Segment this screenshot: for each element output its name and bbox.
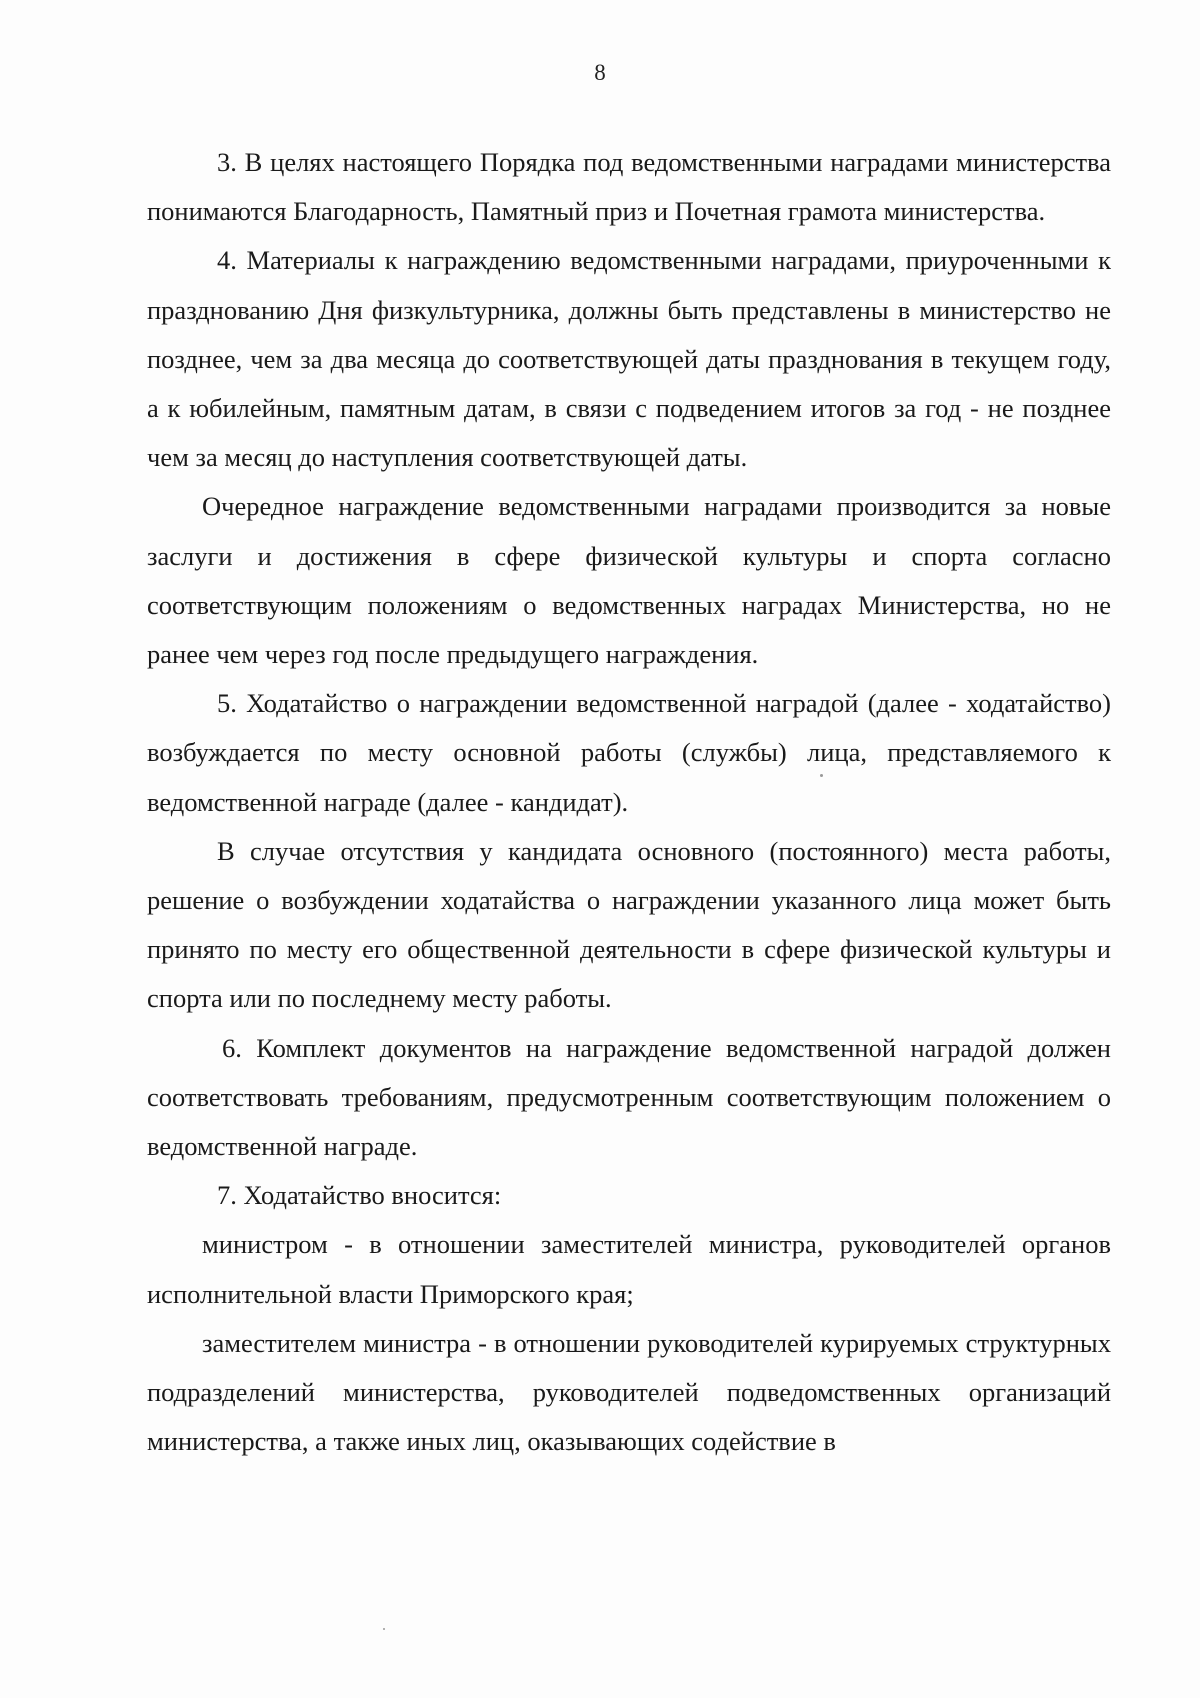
paragraph-7-item-deputy: заместителем министра - в отношении руководителей курируемых структурных подразделений министерства, руководителей подведомственных организаций министерства, а также иных лиц, оказывающих содействие в	[147, 1327, 1111, 1457]
page-number: 8	[594, 60, 606, 85]
paragraph-5-continued: В случае отсутствия у кандидата основного (постоянного) места работы, решение о возбуждении ходатайства о награждении указанного лица может быть принято по месту его общественной деятельности в сфере физической культуры и спорта или по последнему месту работы.	[147, 835, 1111, 1014]
paragraph-7-item-minister: министром - в отношении заместителей министра, руководителей органов исполнительной власти Приморского края;	[147, 1229, 1111, 1309]
scan-speck	[820, 774, 823, 777]
paragraph-7: 7. Ходатайство вносится:	[217, 1180, 502, 1211]
paragraph-6: 6. Комплект документов на награждение ведомственной наградой должен соответствовать требованиям, предусмотренным соответствующим положением о ведомственной награде.	[147, 1032, 1111, 1162]
paragraph-4: 4. Материалы к награждению ведомственными наградами, приуроченными к празднованию Дня физкультурника, должны быть представлены в министерство не позднее, чем за два месяца до соответствующей даты празднования в текущем году, а к юбилейным, памятным датам, в связи с подведением итогов за год - не позднее чем за месяц до наступления соответствующей даты.	[147, 245, 1111, 473]
paragraph-5: 5. Ходатайство о награждении ведомственной наградой (далее - ходатайство) возбуждается по месту основной работы (службы) лица, представляемого к ведомственной награде (далее - кандидат).	[147, 688, 1111, 817]
paragraph-4-continued: Очередное награждение ведомственными наградами производится за новые заслуги и достижения в сфере физической культуры и спорта согласно соответствующим положениям о ведомственных наградах Министерства, но не ранее чем через год после предыдущего награждения.	[147, 491, 1111, 670]
scan-speck	[383, 1628, 385, 1630]
paragraph-3: 3. В целях настоящего Порядка под ведомственными наградами министерства понимаются Благодарность, Памятный приз и Почетная грамота министерства.	[147, 147, 1111, 227]
document-body	[147, 138, 1111, 1466]
